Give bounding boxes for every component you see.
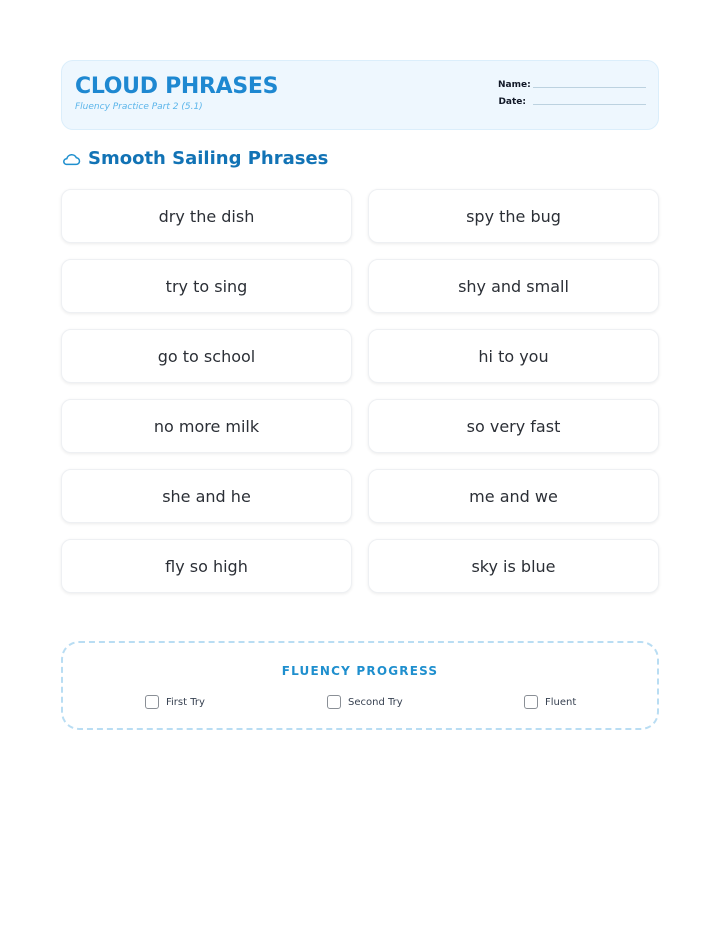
phrase-card xyxy=(61,329,352,383)
phrase-card xyxy=(368,539,659,593)
phrase-card xyxy=(368,329,659,383)
header-card xyxy=(61,60,659,130)
phrase-card xyxy=(61,399,352,453)
phrase-text: sky is blue xyxy=(471,556,556,576)
section-title: Smooth Sailing Phrases xyxy=(88,148,329,169)
phrase-card xyxy=(61,539,352,593)
first-try-option[interactable] xyxy=(145,695,205,709)
progress-title: FLUENCY PROGRESS xyxy=(281,664,439,678)
phrase-card xyxy=(61,469,352,523)
fluent-option[interactable] xyxy=(524,695,576,709)
phrase-text: dry the dish xyxy=(158,206,255,226)
phrase-text: me and we xyxy=(469,486,558,506)
fluent-checkbox[interactable] xyxy=(524,695,538,709)
fluent-label: Fluent xyxy=(545,696,577,708)
page-title: CLOUD PHRASES xyxy=(75,74,279,99)
second-try-checkbox[interactable] xyxy=(327,695,341,709)
date-label: Date: xyxy=(498,97,526,107)
phrase-card xyxy=(368,469,659,523)
name-line[interactable] xyxy=(533,87,646,88)
name-label: Name: xyxy=(498,80,531,90)
phrase-text: shy and small xyxy=(458,276,569,296)
phrase-text: no more milk xyxy=(153,416,260,436)
phrase-card xyxy=(368,189,659,243)
phrase-text: try to sing xyxy=(165,276,248,296)
section-heading xyxy=(61,148,328,169)
phrase-card xyxy=(368,259,659,313)
cloud-icon xyxy=(61,151,81,167)
second-try-option[interactable] xyxy=(327,695,403,709)
phrase-card xyxy=(61,189,352,243)
page-subtitle: Fluency Practice Part 2 (5.1) xyxy=(75,102,203,112)
phrase-text: so very fast xyxy=(466,416,561,436)
date-line[interactable] xyxy=(533,104,646,105)
phrase-grid xyxy=(61,189,659,593)
first-try-label: First Try xyxy=(166,696,205,708)
fluency-progress-box xyxy=(61,641,659,730)
phrase-text: fly so high xyxy=(165,556,248,576)
phrase-text: spy the bug xyxy=(466,206,561,226)
first-try-checkbox[interactable] xyxy=(145,695,159,709)
date-field[interactable] xyxy=(498,97,646,107)
phrase-text: go to school xyxy=(157,346,256,366)
phrase-text: hi to you xyxy=(478,346,549,366)
phrase-card xyxy=(61,259,352,313)
second-try-label: Second Try xyxy=(348,696,403,708)
name-field[interactable] xyxy=(498,80,646,90)
phrase-card xyxy=(368,399,659,453)
phrase-text: she and he xyxy=(162,486,251,506)
